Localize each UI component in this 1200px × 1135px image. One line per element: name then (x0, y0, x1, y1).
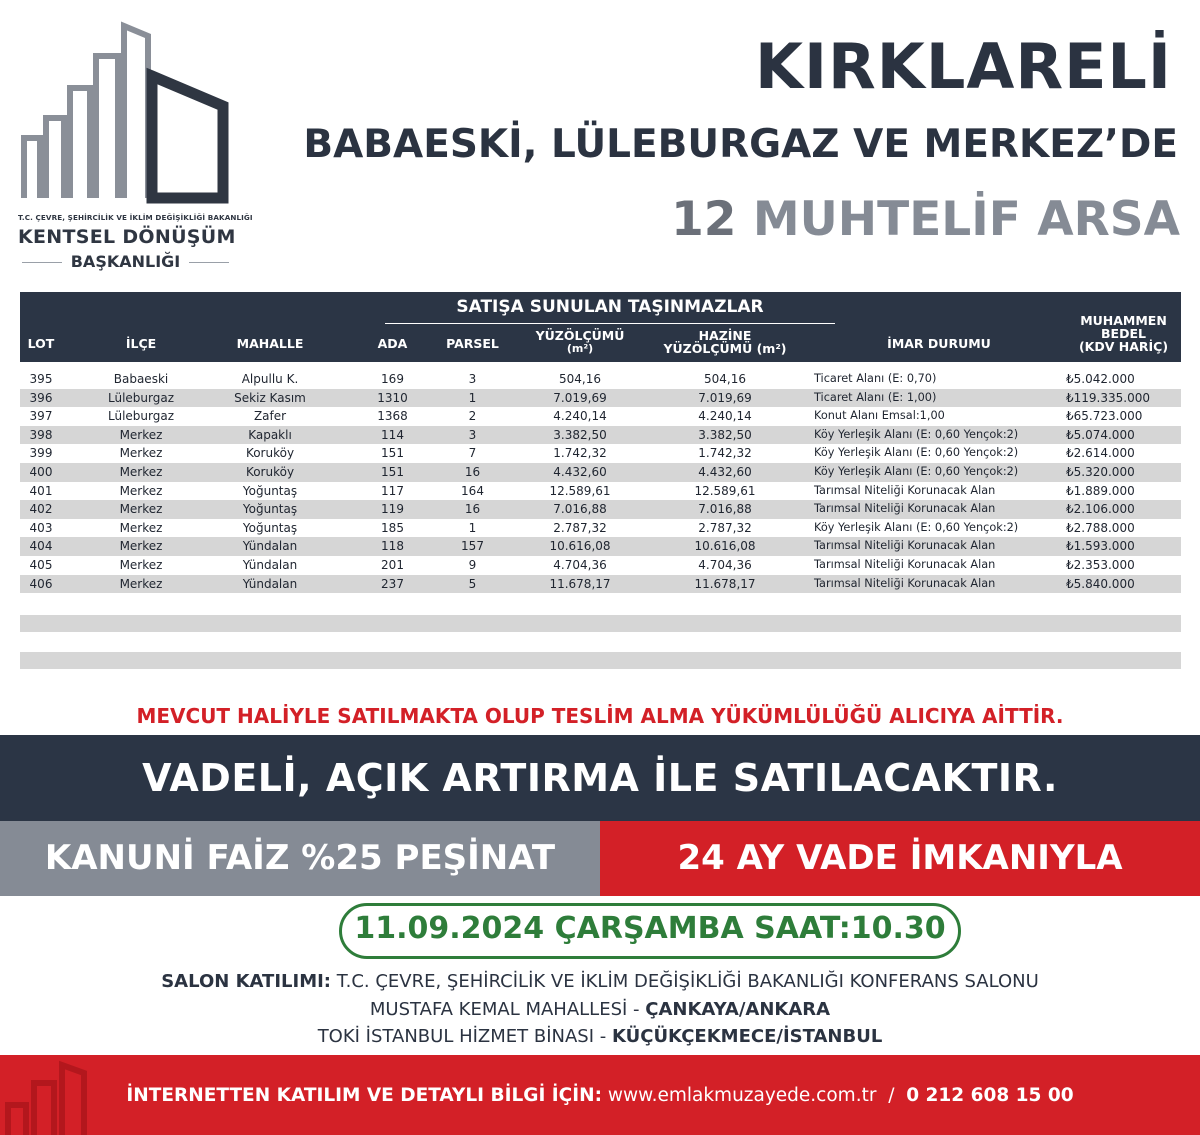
logo-ministry-text: T.C. ÇEVRE, ŞEHİRCİLİK VE İKLİM DEĞİŞİKLİĞİ BAKANLIĞI (18, 213, 253, 222)
cell-parsel: 1 (468, 390, 477, 405)
property-table (20, 292, 1181, 593)
table-group-title: SATIŞA SUNULAN TAŞINMAZLAR (456, 297, 764, 317)
cell-lot: 403 (29, 520, 53, 535)
venue-line2-city: ÇANKAYA/ANKARA (645, 999, 831, 1020)
cell-lot: 404 (29, 539, 53, 554)
cell-bedel: ₺5.320.000 (1066, 464, 1135, 479)
table-row (20, 575, 1181, 594)
venue-line2-address: MUSTAFA KEMAL MAHALLESİ - (369, 999, 646, 1020)
cell-lot: 399 (29, 446, 53, 461)
cell-parsel: 3 (468, 372, 477, 386)
venue-line1-text: T.C. ÇEVRE, ŞEHİRCİLİK VE İKLİM DEĞİŞİKLİĞİ BAKANLIĞI KONFERANS SALONU (336, 971, 1039, 992)
table-empty-row (20, 615, 1181, 632)
col-bedel-line3: (KDV HARİÇ) (1078, 339, 1169, 354)
cell-ada: 151 (381, 446, 404, 461)
cell-hazine: 2.787,32 (698, 520, 752, 535)
cell-imar: Köy Yerleşik Alanı (E: 0,60 Yençok:2) (814, 446, 1019, 460)
logo-divider-right (189, 262, 229, 263)
footer-url-link[interactable]: www.emlakmuzayede.com.tr (607, 1085, 877, 1106)
table-row (20, 463, 1181, 482)
cell-yuzolcumu: 11.678,17 (549, 576, 611, 591)
cell-bedel: ₺1.889.000 (1066, 483, 1135, 498)
cell-imar: Köy Yerleşik Alanı (E: 0,60 Yençok:2) (814, 464, 1019, 478)
cell-ilce: Merkez (119, 464, 163, 479)
col-yuzolcumu-label: YÜZÖLÇÜMÜ (535, 328, 625, 343)
kentsel-donusum-logo (18, 18, 253, 280)
cell-hazine: 4.704,36 (698, 557, 752, 572)
cell-hazine: 1.742,32 (698, 446, 752, 461)
cell-yuzolcumu: 7.016,88 (553, 502, 607, 517)
venue-line2 (0, 999, 1200, 1020)
cell-parsel: 3 (468, 427, 477, 442)
cell-parsel: 157 (461, 539, 484, 554)
cell-hazine: 4.432,60 (698, 464, 752, 479)
headline-count-number: 12 (671, 192, 737, 247)
table-row (20, 370, 1181, 389)
venue-line3 (0, 1026, 1200, 1047)
cell-bedel: ₺1.593.000 (1066, 539, 1135, 554)
table-row (20, 389, 1181, 408)
cell-hazine: 7.019,69 (698, 390, 752, 405)
venue-line3-address: TOKİ İSTANBUL HİZMET BİNASI - (317, 1026, 612, 1047)
cell-yuzolcumu: 7.019,69 (553, 390, 607, 405)
cell-bedel: ₺5.042.000 (1066, 372, 1135, 386)
cell-hazine: 12.589,61 (694, 483, 756, 498)
cell-hazine: 10.616,08 (694, 539, 756, 554)
footer-separator: / (888, 1085, 895, 1106)
footer-phone: 0 212 608 15 00 (906, 1085, 1074, 1106)
cell-parsel: 7 (468, 446, 477, 461)
cell-ada: 185 (381, 520, 404, 535)
col-parsel: PARSEL (446, 336, 499, 351)
table-row (20, 519, 1181, 538)
cell-hazine: 3.382,50 (698, 427, 752, 442)
cell-ilce: Merkez (119, 539, 163, 554)
cell-parsel: 1 (468, 520, 477, 535)
cell-lot: 400 (29, 464, 53, 479)
cell-bedel: ₺5.074.000 (1066, 427, 1135, 442)
cell-yuzolcumu: 3.382,50 (553, 427, 607, 442)
col-bedel-line1: MUHAMMEN (1080, 313, 1167, 328)
cell-ilce: Merkez (119, 446, 163, 461)
cell-lot: 405 (29, 557, 53, 572)
cell-bedel: ₺65.723.000 (1066, 409, 1143, 424)
cell-imar: Tarımsal Niteliği Korunacak Alan (814, 483, 996, 497)
cell-ilce: Merkez (119, 520, 163, 535)
cell-ilce: Babaeski (113, 372, 169, 386)
cell-yuzolcumu: 10.616,08 (549, 539, 611, 554)
col-imar: İMAR DURUMU (887, 336, 991, 351)
cell-imar: Köy Yerleşik Alanı (E: 0,60 Yençok:2) (814, 427, 1019, 441)
cell-mahalle: Yoğuntaş (242, 483, 298, 498)
cell-parsel: 9 (468, 557, 477, 572)
cell-imar: Ticaret Alanı (E: 0,70) (814, 372, 937, 385)
headline-districts: BABAESKİ, LÜLEBURGAZ VE MERKEZ’DE (303, 122, 1178, 167)
cell-lot: 395 (29, 372, 53, 386)
cell-bedel: ₺2.106.000 (1066, 502, 1135, 517)
cell-ilce: Merkez (119, 427, 163, 442)
cell-lot: 406 (29, 576, 53, 591)
cell-ada: 151 (381, 464, 404, 479)
cell-ada: 119 (381, 502, 404, 517)
cell-yuzolcumu: 1.742,32 (553, 446, 607, 461)
cell-ada: 169 (381, 372, 404, 386)
col-yuzolcumu-unit: (m²) (566, 342, 594, 355)
cell-mahalle: Alpullu K. (241, 372, 299, 386)
table-row (20, 537, 1181, 556)
cell-imar: Tarımsal Niteliği Korunacak Alan (814, 539, 996, 553)
venue-label: SALON KATILIMI: (161, 971, 332, 992)
cell-imar: Tarımsal Niteliği Korunacak Alan (814, 557, 996, 571)
footer-contact (0, 1085, 1200, 1106)
cell-ada: 114 (381, 427, 404, 442)
cell-lot: 396 (29, 390, 53, 405)
cell-ada: 118 (381, 539, 404, 554)
cell-hazine: 4.240,14 (698, 409, 752, 424)
cell-ada: 201 (381, 557, 404, 572)
table-group-underline (385, 323, 835, 324)
headline-city: KIRKLARELİ (754, 30, 1172, 103)
cell-ilce: Merkez (119, 576, 163, 591)
cell-imar: Tarımsal Niteliği Korunacak Alan (814, 502, 996, 516)
cell-mahalle: Zafer (253, 409, 287, 424)
cell-yuzolcumu: 4.432,60 (553, 464, 607, 479)
col-hazine-line2: YÜZÖLÇÜMÜ (m²) (663, 341, 787, 356)
table-row (20, 556, 1181, 575)
cell-parsel: 164 (461, 483, 484, 498)
cell-imar: Tarımsal Niteliği Korunacak Alan (814, 576, 996, 590)
delivery-notice: MEVCUT HALİYLE SATILMAKTA OLUP TESLİM ALMA YÜKÜMLÜLÜĞÜ ALICIYA AİTTİR. (136, 704, 1064, 728)
cell-mahalle: Koruköy (245, 446, 295, 461)
cell-lot: 397 (29, 409, 53, 424)
cell-yuzolcumu: 12.589,61 (549, 483, 611, 498)
table-row (20, 426, 1181, 445)
cell-mahalle: Koruköy (245, 464, 295, 479)
cell-imar: Köy Yerleşik Alanı (E: 0,60 Yençok:2) (814, 520, 1019, 534)
cell-mahalle: Yündalan (242, 576, 298, 591)
cell-lot: 401 (29, 483, 53, 498)
logo-title-line1: KENTSEL DÖNÜŞÜM (18, 226, 236, 248)
cell-imar: Ticaret Alanı (E: 1,00) (814, 390, 937, 404)
table-row (20, 407, 1181, 426)
table-body (20, 370, 1181, 593)
cell-ilce: Merkez (119, 483, 163, 498)
cell-mahalle: Sekiz Kasım (234, 390, 306, 405)
headline-count (671, 192, 1180, 247)
cell-bedel: ₺5.840.000 (1066, 576, 1135, 591)
cell-yuzolcumu: 2.787,32 (553, 520, 607, 535)
cell-lot: 398 (29, 427, 53, 442)
cell-ilce: Merkez (119, 557, 163, 572)
cell-mahalle: Yündalan (242, 539, 298, 554)
col-lot: LOT (27, 336, 55, 351)
table-row (20, 500, 1181, 519)
cell-ada: 237 (381, 576, 404, 591)
table-empty-row (20, 652, 1181, 669)
terms-right-text: 24 AY VADE İMKANIYLA (677, 838, 1123, 878)
cell-parsel: 16 (464, 502, 481, 517)
col-yuzolcumu (520, 329, 640, 355)
logo-title-line2: BAŞKANLIĞI (70, 252, 181, 271)
cell-bedel: ₺2.614.000 (1066, 446, 1135, 461)
cell-lot: 402 (29, 502, 53, 517)
col-bedel-line2: BEDEL (1101, 326, 1146, 341)
cell-bedel: ₺2.788.000 (1066, 520, 1135, 535)
cell-yuzolcumu: 504,16 (559, 372, 601, 386)
cell-bedel: ₺2.353.000 (1066, 557, 1135, 572)
building-logo-icon (18, 18, 233, 213)
cell-ada: 1368 (377, 409, 408, 424)
venue-line3-city: KÜÇÜKÇEKMECE/İSTANBUL (611, 1026, 883, 1047)
cell-parsel: 2 (468, 409, 477, 424)
col-hazine (660, 329, 790, 355)
table-row (20, 482, 1181, 501)
headline-count-label: MUHTELİF ARSA (752, 192, 1180, 247)
cell-mahalle: Yoğuntaş (242, 502, 298, 517)
cell-imar: Konut Alanı Emsal:1,00 (814, 409, 945, 423)
col-ilce: İLÇE (125, 336, 157, 351)
cell-mahalle: Kapaklı (248, 427, 292, 442)
cell-ilce: Lüleburgaz (107, 409, 174, 424)
auction-date-text: 11.09.2024 ÇARŞAMBA SAAT:10.30 (354, 911, 946, 946)
cell-parsel: 5 (468, 576, 477, 591)
cell-ilce: Merkez (119, 502, 163, 517)
table-row (20, 444, 1181, 463)
terms-left-text: KANUNİ FAİZ %25 PEŞİNAT (44, 838, 556, 878)
cell-yuzolcumu: 4.240,14 (553, 409, 607, 424)
cell-parsel: 16 (464, 464, 481, 479)
footer-label: İNTERNETTEN KATILIM VE DETAYLI BİLGİ İÇİN: (126, 1085, 602, 1106)
venue-line1 (0, 971, 1200, 992)
cell-mahalle: Yündalan (242, 557, 298, 572)
cell-hazine: 504,16 (704, 372, 746, 386)
col-mahalle: MAHALLE (236, 336, 304, 351)
cell-mahalle: Yoğuntaş (242, 520, 298, 535)
sale-type-text: VADELİ, AÇIK ARTIRMA İLE SATILACAKTIR. (142, 756, 1058, 800)
cell-ada: 117 (381, 483, 404, 498)
col-bedel (1066, 314, 1181, 353)
cell-hazine: 11.678,17 (694, 576, 756, 591)
cell-yuzolcumu: 4.704,36 (553, 557, 607, 572)
cell-ada: 1310 (377, 390, 408, 405)
cell-ilce: Lüleburgaz (107, 390, 174, 405)
col-ada: ADA (377, 336, 408, 351)
cell-hazine: 7.016,88 (698, 502, 752, 517)
col-hazine-line1: HAZİNE (698, 328, 752, 343)
table-header (20, 292, 1181, 362)
cell-bedel: ₺119.335.000 (1066, 390, 1150, 405)
